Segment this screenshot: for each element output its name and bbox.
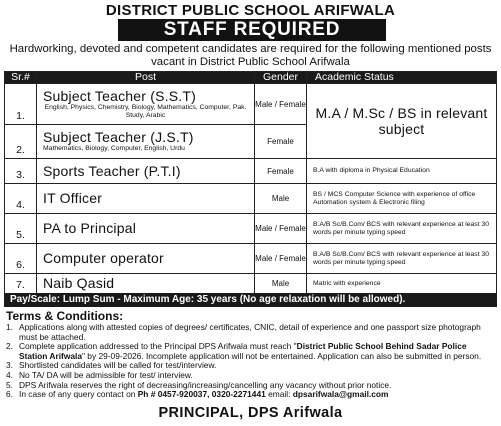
row-sr: 6. xyxy=(5,244,37,274)
merged-status: M.A / M.Sc / BS in relevant subject xyxy=(315,105,488,137)
header-sr: Sr.# xyxy=(5,72,37,84)
term-text-pre: In case of any query contact on xyxy=(19,389,138,400)
row-sr: 2. xyxy=(5,125,37,159)
table-row xyxy=(5,244,497,274)
post-title: IT Officer xyxy=(43,190,103,206)
contact-email: dpsarifwala@gmail.com xyxy=(292,389,389,400)
intro-text: Hardworking, devoted and competent candidates are required for the following mentioned posts vacant in District Public School Arifwala xyxy=(9,43,492,68)
term-text: Shortlisted candidates will be called for test/interview. xyxy=(19,360,217,371)
term-text xyxy=(19,390,496,400)
row-post xyxy=(37,244,255,274)
post-title: Computer operator xyxy=(43,250,164,266)
row-sr: 4. xyxy=(5,184,37,214)
post-subjects: Mathematics, Biology, Computer, English, Urdu xyxy=(43,145,185,152)
posts-table xyxy=(4,71,497,294)
term-text-pre: Complete application addressed to the Principal DPS Arifwala must reach " xyxy=(19,341,297,352)
row-gender: Male xyxy=(255,274,307,294)
post-subjects: English, Physics, Chemistry, Biology, Mathematics, Computer, Pak. Study, Arabic xyxy=(44,103,247,119)
staff-required-banner: STAFF REQUIRED xyxy=(118,19,386,41)
row-post xyxy=(37,84,255,125)
row-post xyxy=(37,125,255,159)
term-text xyxy=(19,342,496,361)
row-post xyxy=(37,184,255,214)
post-title: PA to Principal xyxy=(43,220,137,236)
row-sr: 1. xyxy=(5,84,37,125)
header-academic-status: Academic Status xyxy=(307,72,497,84)
terms-list xyxy=(6,323,496,400)
term-address: District Public School Behind Sadar Police Station Arifwala xyxy=(19,341,467,361)
table-row xyxy=(5,274,497,294)
term-text-post: " by 29-09-2026. Incomplete application will not be entertained. Application can also be submitted in person. xyxy=(81,350,482,361)
table-header-row xyxy=(5,72,497,84)
term-number: 1. xyxy=(6,322,13,332)
header-gender: Gender xyxy=(255,72,307,84)
table-row xyxy=(5,214,497,244)
row-post xyxy=(37,159,255,184)
term-text: DPS Arifwala reserves the right of decreasing/increasing/cancelling any vacancy without prior notice. xyxy=(19,379,392,390)
school-title: DISTRICT PUBLIC SCHOOL ARIFWALA xyxy=(105,2,396,19)
post-title: Sports Teacher (P.T.I) xyxy=(43,162,181,179)
term-number: 4. xyxy=(6,369,13,380)
row-post xyxy=(37,214,255,244)
row-gender: Male xyxy=(255,184,307,214)
contact-phone: Ph # 0457-920037, 0320-2271441 xyxy=(137,389,266,400)
list-item xyxy=(6,323,496,342)
term-text: No TA/ DA will be admissible for test/ interview. xyxy=(19,369,193,380)
row-gender: Male / Female xyxy=(255,84,307,125)
term-number: 5. xyxy=(6,379,13,390)
row-sr: 5. xyxy=(5,214,37,244)
row-sr: 7. xyxy=(5,274,37,294)
post-title: Naib Qasid xyxy=(43,275,115,291)
row-gender: Male / Female xyxy=(255,244,307,274)
row-gender: Male / Female xyxy=(255,214,307,244)
row-status: BS / MCS Computer Science with experience of office Automation system & Electronic filing xyxy=(307,184,497,214)
row-status: Matric with experience xyxy=(307,274,497,294)
row-status: B.A with diploma in Physical Education xyxy=(307,159,497,184)
row-status: B.A/B Sc/B.Com/ BCS with relevant experience at least 30 words per minute typing speed xyxy=(307,214,497,244)
header-post: Post xyxy=(37,72,255,84)
table-row xyxy=(5,84,497,125)
row-gender: Female xyxy=(255,159,307,184)
term-text-post: email: xyxy=(265,389,293,400)
term-number: 3. xyxy=(6,360,13,371)
row-gender: Female xyxy=(255,125,307,159)
table-row xyxy=(5,159,497,184)
row-sr: 3. xyxy=(5,159,37,184)
footer-signature: PRINCIPAL, DPS Arifwala xyxy=(158,405,343,421)
terms-title: Terms & Conditions: xyxy=(6,309,124,323)
row-status: B.A/B Sc/B.Com/ BCS with relevant experience at least 30 words per minute typing speed xyxy=(307,244,497,274)
table-row xyxy=(5,184,497,214)
list-item xyxy=(6,342,496,361)
row-post xyxy=(37,274,255,294)
list-item xyxy=(6,390,496,400)
post-title: Subject Teacher (J.S.T) xyxy=(43,129,194,145)
payscale-bar: Pay/Scale: Lump Sum - Maximum Age: 35 years (No age relaxation will be allowed). xyxy=(4,293,497,307)
row-status-merged xyxy=(307,84,497,159)
term-text: Applications along with attested copies of degrees/ certificates, CNIC, detail of experience and one passport size photograph must be attached. xyxy=(19,322,481,342)
post-title: Subject Teacher (S.S.T) xyxy=(43,87,196,104)
term-number: 6. xyxy=(6,389,13,400)
term-number: 2. xyxy=(6,341,13,352)
